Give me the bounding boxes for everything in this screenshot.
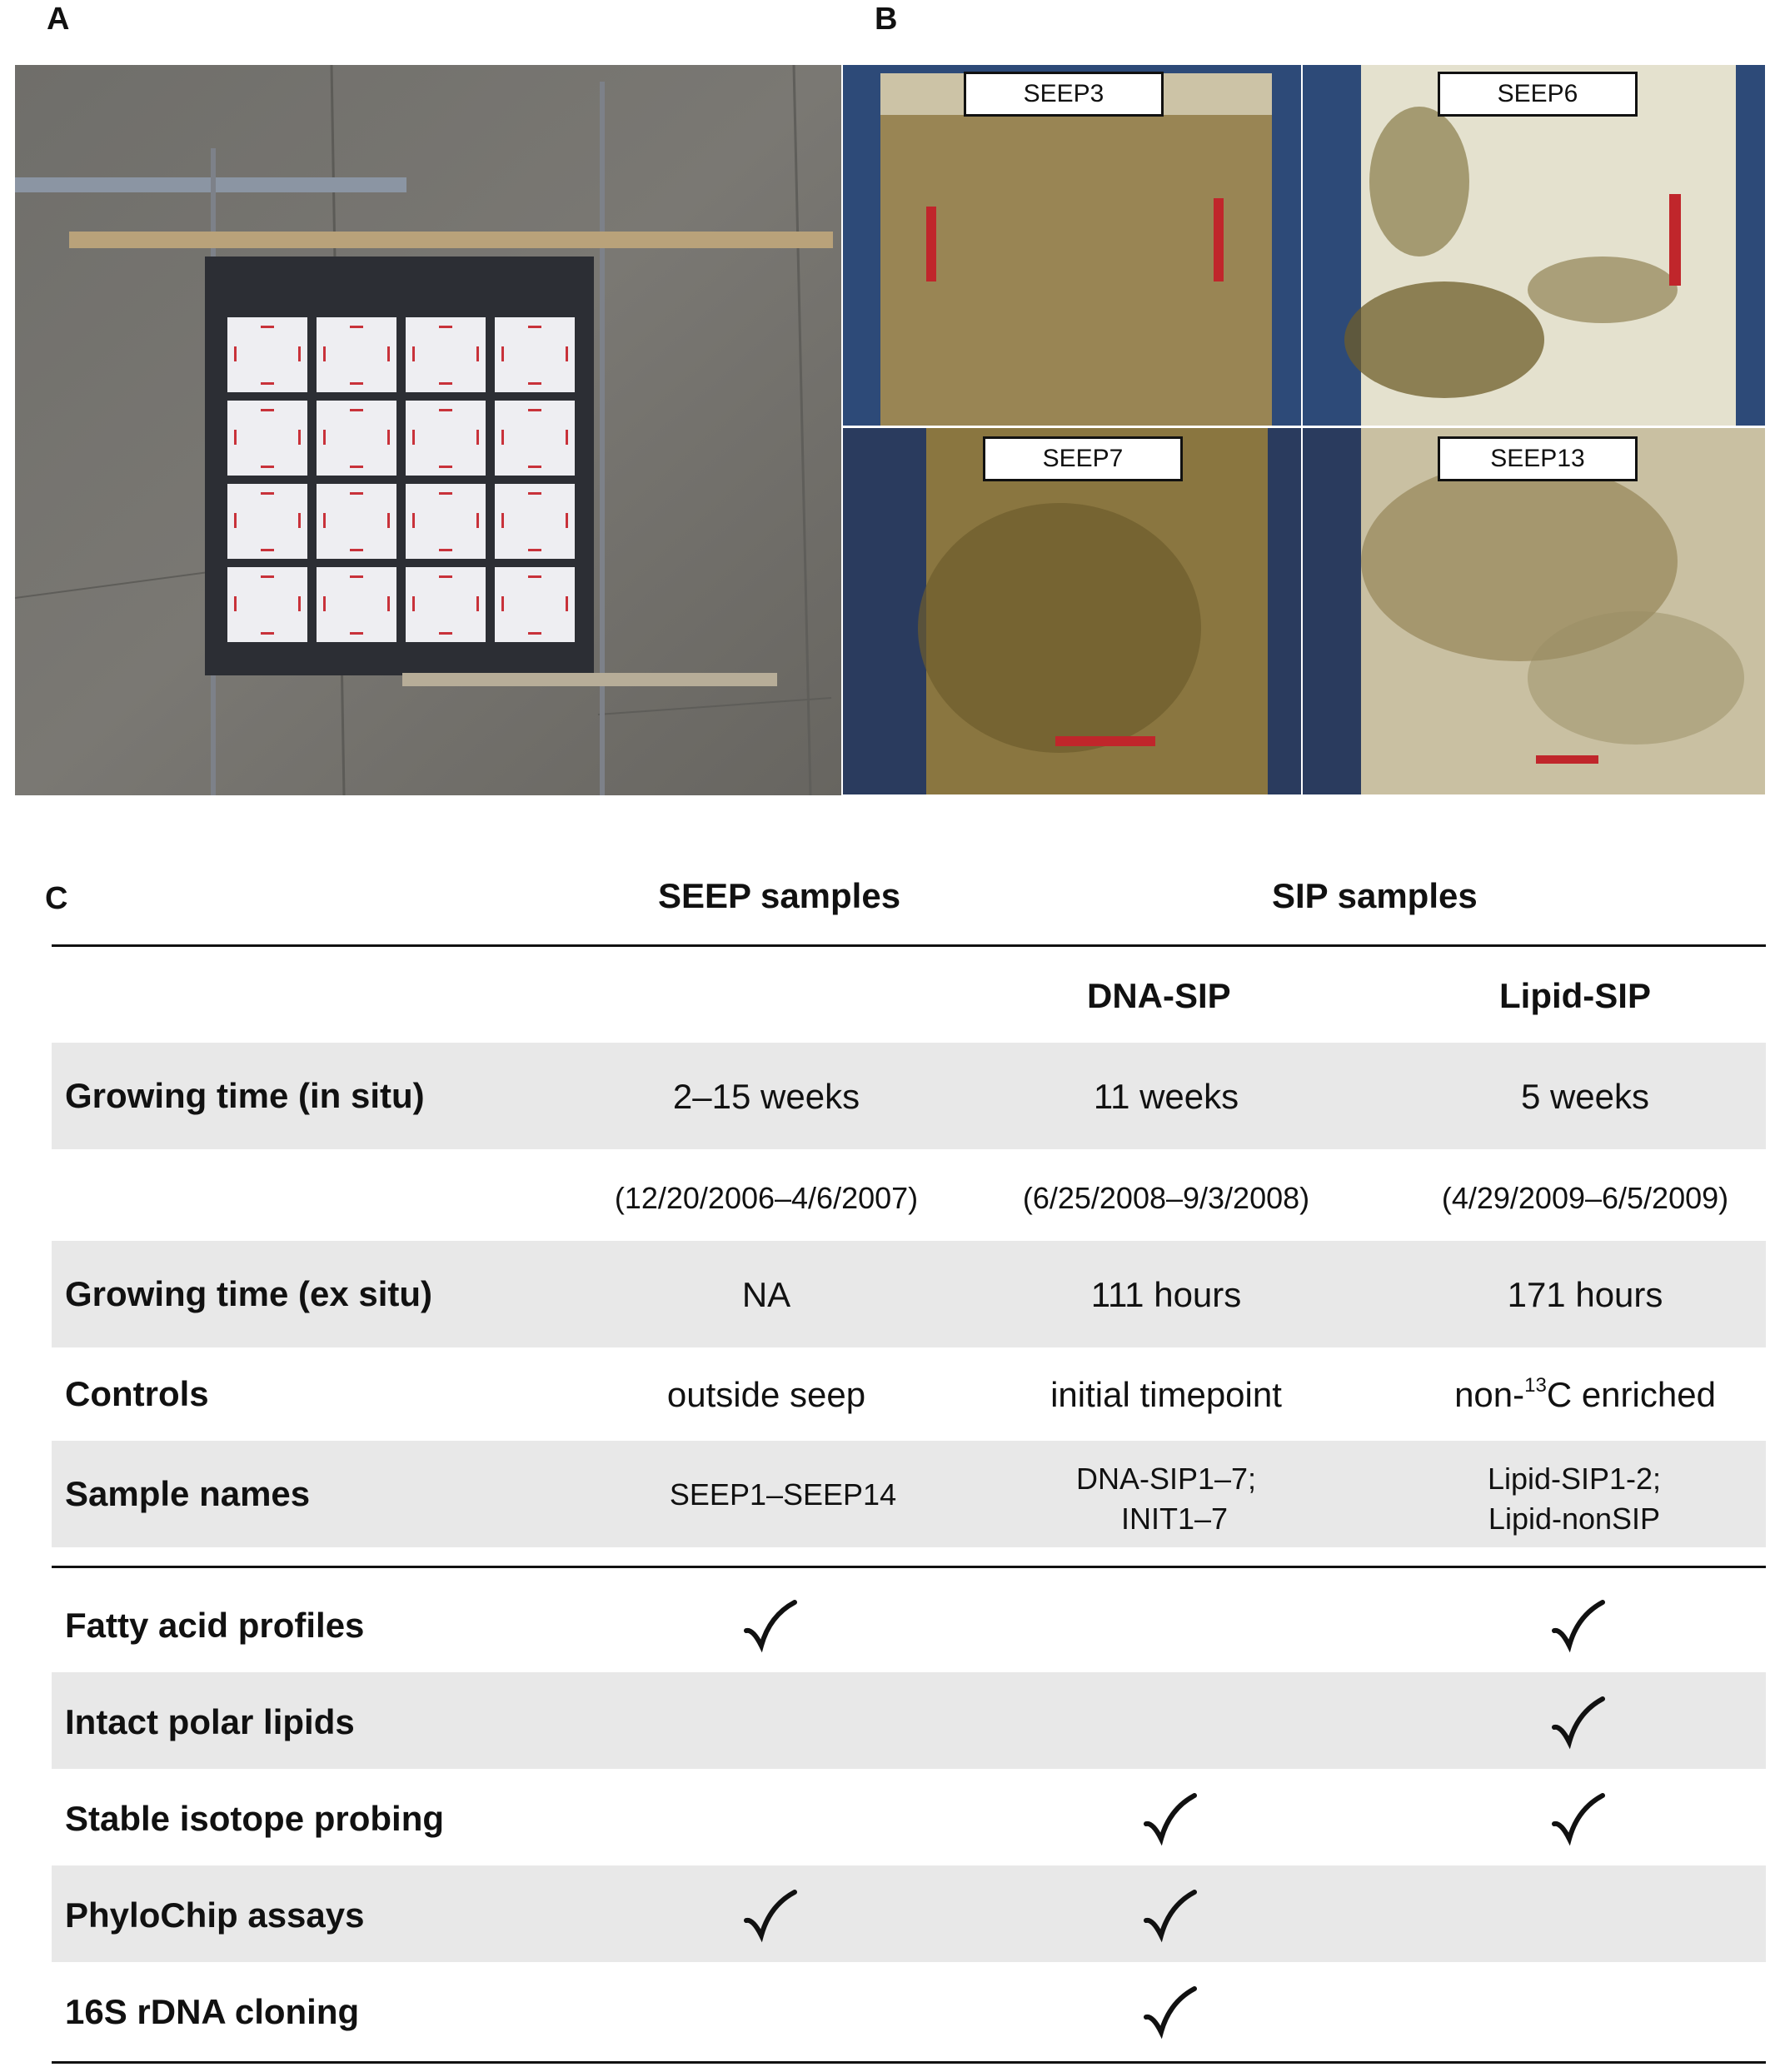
names-dna-line2: INIT1–7 [1120, 1502, 1229, 1536]
tile-marker [528, 632, 541, 635]
settlement-tile [227, 317, 307, 392]
header-seep-samples: SEEP samples [658, 876, 901, 915]
study-design-table [0, 858, 1780, 2065]
tile-marker [298, 430, 301, 445]
tile-marker [323, 430, 326, 445]
cell-names-dna [1000, 1459, 1333, 1539]
cell-in-situ-dna: 11 weeks [1093, 1077, 1239, 1116]
panel-label-a: A [47, 2, 70, 37]
tile-marker [234, 596, 237, 611]
checkmark-icon [1141, 1889, 1199, 1947]
settlement-tile [406, 567, 486, 642]
checkmark-icon [1549, 1792, 1608, 1850]
tile-marker [234, 513, 237, 528]
tile-marker [387, 430, 390, 445]
names-lipid-line2: Lipid-nonSIP [1488, 1502, 1661, 1536]
cell-ex-situ-seep: NA [741, 1275, 791, 1314]
cell-names-seep: SEEP1–SEEP14 [669, 1477, 897, 1512]
names-lipid-line1: Lipid-SIP1-2; [1487, 1462, 1662, 1496]
tile-marker [298, 513, 301, 528]
sample-label-seep6: SEEP6 [1438, 72, 1638, 117]
tile-marker [261, 492, 274, 495]
controls-lipid-suffix: C enriched [1546, 1375, 1716, 1414]
tile-marker [261, 575, 274, 578]
tile-marker [439, 632, 452, 635]
photo-seep-frame [15, 65, 841, 795]
tile-marker [501, 430, 504, 445]
tile-marker [566, 430, 568, 445]
settlement-tile [495, 567, 575, 642]
bottom-rule [52, 2061, 1766, 2064]
middle-rule [52, 1566, 1766, 1568]
panel-label-b: B [875, 2, 898, 37]
cell-in-situ-lipid: 5 weeks [1520, 1077, 1650, 1116]
header-dna-sip: DNA-SIP [1087, 976, 1231, 1015]
tile-marker [476, 596, 479, 611]
tile-marker [261, 409, 274, 411]
names-dna-line1: DNA-SIP1–7; [1075, 1462, 1257, 1496]
tile-marker [439, 492, 452, 495]
tile-marker [528, 382, 541, 385]
photo-seep3 [843, 65, 1301, 426]
tile-marker [261, 466, 274, 468]
header-sip-samples: SIP samples [1272, 876, 1478, 915]
tile-marker [387, 346, 390, 361]
settlement-tile [495, 317, 575, 392]
tile-marker [439, 466, 452, 468]
settlement-tile [317, 567, 396, 642]
checkmark-icon [741, 1889, 800, 1947]
tile-marker [350, 575, 363, 578]
tile-marker [439, 326, 452, 328]
tile-marker [350, 409, 363, 411]
panel-label-c: C [45, 881, 68, 916]
photo-seep13 [1303, 428, 1765, 794]
settlement-tile [317, 401, 396, 476]
tile-marker [261, 549, 274, 551]
row-label-analysis: Stable isotope probing [65, 1799, 445, 1838]
tile-marker [439, 382, 452, 385]
cell-dates-dna: (6/25/2008–9/3/2008) [1022, 1181, 1310, 1215]
checkmark-icon [1141, 1792, 1199, 1850]
tile-marker [350, 466, 363, 468]
settlement-tile [406, 401, 486, 476]
controls-lipid-prefix: non- [1454, 1375, 1525, 1414]
tile-marker [528, 575, 541, 578]
photo-seep7 [843, 428, 1301, 794]
tile-marker [566, 513, 568, 528]
tile-marker [350, 326, 363, 328]
cell-ex-situ-lipid: 171 hours [1507, 1275, 1663, 1314]
header-lipid-sip: Lipid-SIP [1499, 976, 1651, 1015]
cell-controls-lipid [1385, 1374, 1780, 1416]
tile-marker [412, 430, 415, 445]
cell-dates-lipid: (4/29/2009–6/5/2009) [1441, 1181, 1729, 1215]
tile-marker [350, 632, 363, 635]
tile-marker [412, 513, 415, 528]
row-label-analysis: 16S rDNA cloning [65, 1992, 360, 2031]
tile-marker [476, 513, 479, 528]
tile-marker [476, 430, 479, 445]
row-label-controls: Controls [65, 1374, 209, 1413]
tile-marker [350, 549, 363, 551]
tile-marker [566, 346, 568, 361]
controls-lipid-isotope: 13 [1524, 1374, 1547, 1397]
row-label-analysis: PhyloChip assays [65, 1895, 365, 1935]
tile-marker [234, 430, 237, 445]
checkmark-icon [1549, 1696, 1608, 1754]
settlement-tile [317, 484, 396, 559]
tile-marker [412, 596, 415, 611]
tile-marker [476, 346, 479, 361]
tile-marker [323, 346, 326, 361]
checkmark-icon [741, 1599, 800, 1657]
cell-in-situ-seep: 2–15 weeks [672, 1077, 860, 1116]
row-label-analysis: Fatty acid profiles [65, 1606, 365, 1645]
tile-marker [528, 409, 541, 411]
tile-marker [528, 466, 541, 468]
cell-ex-situ-dna: 111 hours [1090, 1275, 1242, 1314]
tile-marker [261, 326, 274, 328]
tile-marker [234, 346, 237, 361]
tile-marker [387, 513, 390, 528]
row-label-sample-names: Sample names [65, 1474, 311, 1513]
tile-marker [439, 549, 452, 551]
tile-marker [350, 492, 363, 495]
cell-dates-seep: (12/20/2006–4/6/2007) [614, 1181, 919, 1215]
cell-names-lipid [1408, 1459, 1741, 1539]
tile-marker [439, 575, 452, 578]
row-label-growing-ex-situ: Growing time (ex situ) [65, 1274, 433, 1313]
sample-label-seep13: SEEP13 [1438, 436, 1638, 481]
tile-marker [261, 382, 274, 385]
settlement-tile [495, 401, 575, 476]
tile-marker [323, 513, 326, 528]
settlement-tile [227, 484, 307, 559]
settlement-tile [317, 317, 396, 392]
cell-controls-seep: outside seep [666, 1375, 866, 1414]
tile-marker [566, 596, 568, 611]
tile-marker [501, 596, 504, 611]
row-label-analysis: Intact polar lipids [65, 1702, 355, 1741]
checkmark-icon [1141, 1985, 1199, 2044]
settlement-tile [495, 484, 575, 559]
tile-marker [323, 596, 326, 611]
tile-marker [298, 346, 301, 361]
settlement-tile [227, 567, 307, 642]
settlement-tile [406, 484, 486, 559]
tile-marker [501, 513, 504, 528]
tile-marker [528, 492, 541, 495]
tile-marker [350, 382, 363, 385]
tile-marker [387, 596, 390, 611]
photo-seep6 [1303, 65, 1765, 426]
settlement-tile [227, 401, 307, 476]
sample-label-seep7: SEEP7 [983, 436, 1183, 481]
tile-marker [528, 326, 541, 328]
tile-marker [298, 596, 301, 611]
settlement-tile [406, 317, 486, 392]
tile-marker [412, 346, 415, 361]
cell-controls-dna: initial timepoint [1050, 1375, 1282, 1414]
top-rule [52, 944, 1766, 947]
tile-marker [439, 409, 452, 411]
sample-label-seep3: SEEP3 [964, 72, 1164, 117]
tile-marker [261, 632, 274, 635]
checkmark-icon [1549, 1599, 1608, 1657]
row-label-growing-in-situ: Growing time (in situ) [65, 1076, 425, 1115]
tile-marker [528, 549, 541, 551]
tile-marker [501, 346, 504, 361]
